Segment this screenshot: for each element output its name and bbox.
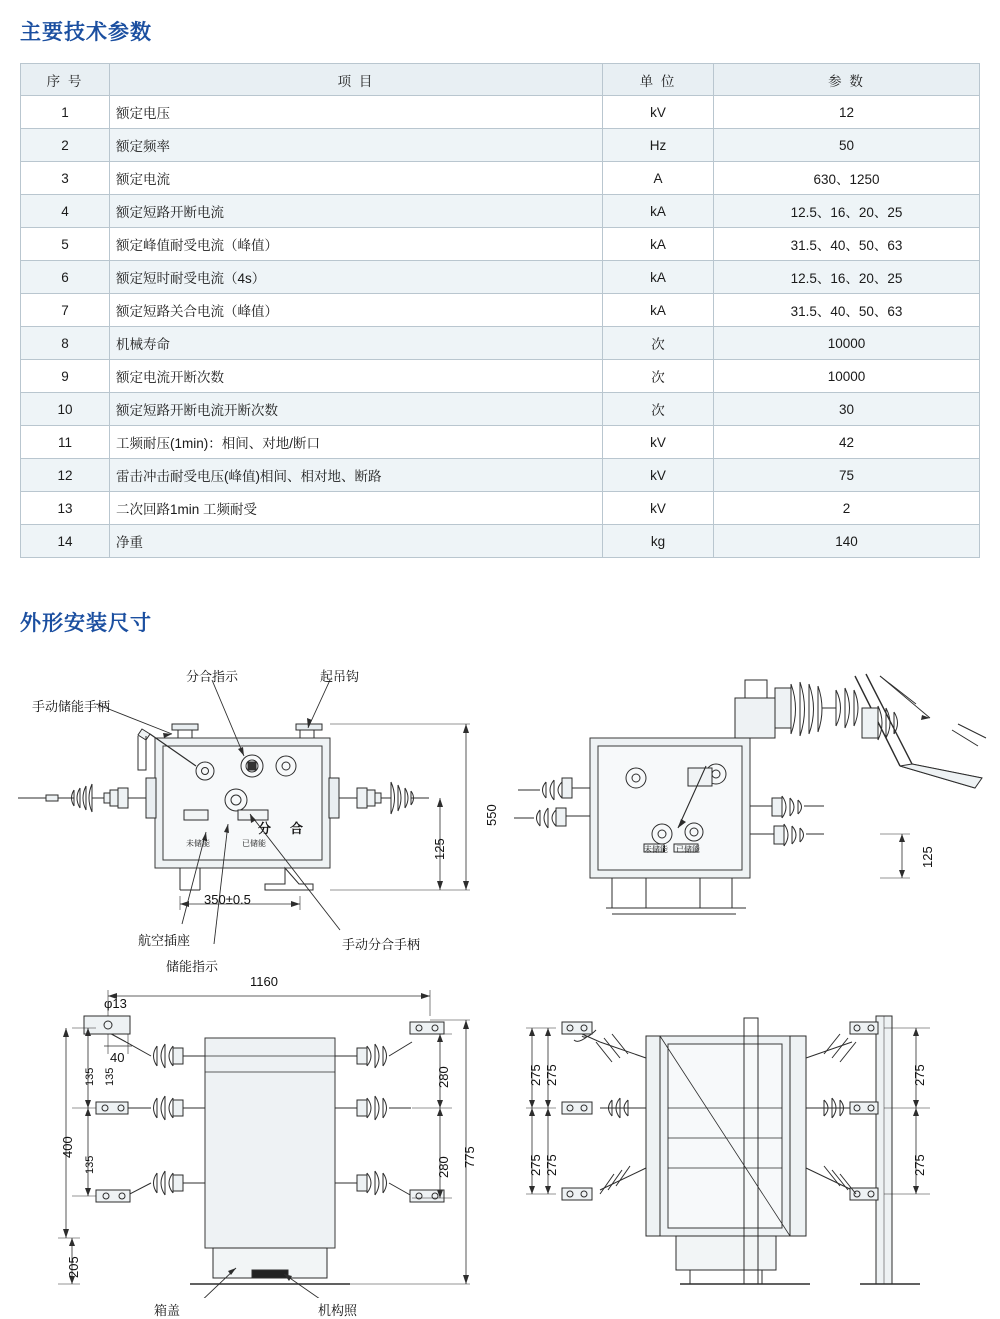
table-row [21, 261, 980, 294]
dim-top-40: 40 [110, 1050, 125, 1065]
column-header-no: 序 号 [21, 64, 110, 96]
cell-item: 额定电流 [110, 162, 603, 195]
dim-front-550: 550 [484, 804, 499, 826]
cell-value: 10000 [714, 327, 980, 360]
dim-hole-diameter: φ13 [104, 996, 127, 1011]
column-header-unit: 单 位 [603, 64, 714, 96]
cell-unit: kA [603, 228, 714, 261]
dim-top-400: 400 [60, 1136, 75, 1158]
cell-no: 5 [21, 228, 110, 261]
dim-top-135-b: 135 [84, 1155, 96, 1174]
cell-no: 1 [21, 96, 110, 129]
column-header-value: 参 数 [714, 64, 980, 96]
dim-top-1160: 1160 [250, 974, 278, 989]
cell-no: 13 [21, 492, 110, 525]
callout-lifting-hook: 起吊钩 [320, 669, 360, 684]
cell-value: 140 [714, 525, 980, 558]
table-header [21, 64, 980, 96]
dim-top-135-a: 135 [84, 1067, 96, 1086]
table-row [21, 162, 980, 195]
callout-box-cover: 箱盖 [154, 1303, 181, 1318]
dimension-drawings [0, 638, 1000, 1318]
cell-value: 30 [714, 393, 980, 426]
dim-rear-275-right-a: 275 [912, 1064, 927, 1086]
callout-open-close-indicator: 分合指示 [186, 669, 239, 684]
cell-value: 31.5、40、50、63 [714, 294, 980, 327]
dim-rear-275-b: 275 [544, 1154, 559, 1176]
table-row [21, 426, 980, 459]
dim-top-280-a: 280 [436, 1066, 451, 1088]
cell-no: 3 [21, 162, 110, 195]
cell-unit: 次 [603, 393, 714, 426]
cell-unit: kA [603, 261, 714, 294]
cell-unit: kA [603, 195, 714, 228]
cell-no: 12 [21, 459, 110, 492]
table-row [21, 294, 980, 327]
cell-item: 额定短路开断电流 [110, 195, 603, 228]
cell-no: 4 [21, 195, 110, 228]
table-body [21, 96, 980, 558]
cell-no: 7 [21, 294, 110, 327]
cell-unit: 次 [603, 360, 714, 393]
panel-mark-charged-side: 已储能 [676, 845, 700, 854]
table-row [21, 96, 980, 129]
callout-manual-operation-lever: 手动分合手柄 [342, 937, 421, 952]
table-row [21, 228, 980, 261]
cell-item: 雷击冲击耐受电压(峰值)相间、相对地、断路 [110, 459, 603, 492]
cell-no: 14 [21, 525, 110, 558]
cell-item: 工频耐压(1min)：相间、对地/断口 [110, 426, 603, 459]
panel-mark-charged: 已储能 [242, 839, 266, 848]
panel-mark-not-charged-side: 未储能 [644, 845, 668, 854]
cell-value: 2 [714, 492, 980, 525]
cell-value: 50 [714, 129, 980, 162]
table-row [21, 195, 980, 228]
cell-no: 11 [21, 426, 110, 459]
cell-unit: kV [603, 492, 714, 525]
dim-side-125: 125 [920, 846, 935, 868]
table-row [21, 360, 980, 393]
cell-item: 额定峰值耐受电流（峰值） [110, 228, 603, 261]
dim-rear-275-a: 275 [544, 1064, 559, 1086]
cell-no: 8 [21, 327, 110, 360]
dim-top-775: 775 [462, 1146, 477, 1168]
callout-mechanism-window: 机构照 [318, 1303, 358, 1318]
dim-front-350: 350±0.5 [204, 892, 251, 907]
cell-unit: Hz [603, 129, 714, 162]
table-row [21, 459, 980, 492]
cell-unit: kV [603, 459, 714, 492]
specification-table [20, 63, 980, 558]
cell-unit: kV [603, 96, 714, 129]
table-row [21, 492, 980, 525]
dim-top-205: 205 [66, 1256, 81, 1278]
table-header-row [21, 64, 980, 96]
cell-no: 2 [21, 129, 110, 162]
cell-value: 12 [714, 96, 980, 129]
cell-value: 12.5、16、20、25 [714, 195, 980, 228]
cell-no: 9 [21, 360, 110, 393]
panel-mark-open: 分 [258, 821, 272, 836]
cell-unit: A [603, 162, 714, 195]
dim-rear-275-d: 275 [528, 1154, 543, 1176]
cell-item: 额定频率 [110, 129, 603, 162]
cell-value: 75 [714, 459, 980, 492]
panel-mark-close: 合 [290, 821, 304, 836]
cell-value: 31.5、40、50、63 [714, 228, 980, 261]
table-row [21, 525, 980, 558]
cell-value: 12.5、16、20、25 [714, 261, 980, 294]
cell-value: 10000 [714, 360, 980, 393]
table-row [21, 327, 980, 360]
callout-energy-storage-indicator: 储能指示 [166, 959, 219, 974]
callout-manual-charging-handle: 手动储能手柄 [32, 699, 111, 714]
cell-item: 净重 [110, 525, 603, 558]
column-header-item: 项 目 [110, 64, 603, 96]
cell-item: 额定短路关合电流（峰值） [110, 294, 603, 327]
cell-item: 额定短时耐受电流（4s） [110, 261, 603, 294]
page-title-dimensions: 外形安装尺寸 [20, 612, 152, 635]
cell-unit: kA [603, 294, 714, 327]
table-row [21, 393, 980, 426]
callout-aviation-socket: 航空插座 [138, 933, 191, 948]
dim-rear-275-c: 275 [528, 1064, 543, 1086]
dim-top-280-b: 280 [436, 1156, 451, 1178]
drawing-svg [0, 638, 1000, 1298]
cell-value: 630、1250 [714, 162, 980, 195]
panel-mark-not-charged: 未储能 [186, 839, 210, 848]
cell-unit: 次 [603, 327, 714, 360]
dim-front-125: 125 [432, 838, 447, 860]
dim-top-135-c: 135 [104, 1067, 116, 1086]
cell-item: 额定短路开断电流开断次数 [110, 393, 603, 426]
cell-unit: kV [603, 426, 714, 459]
cell-value: 42 [714, 426, 980, 459]
cell-no: 6 [21, 261, 110, 294]
table-row [21, 129, 980, 162]
page-title-parameters: 主要技术参数 [20, 21, 152, 44]
cell-item: 额定电压 [110, 96, 603, 129]
cell-unit: kg [603, 525, 714, 558]
cell-no: 10 [21, 393, 110, 426]
dim-rear-275-right-b: 275 [912, 1154, 927, 1176]
cell-item: 二次回路1min 工频耐受 [110, 492, 603, 525]
cell-item: 机械寿命 [110, 327, 603, 360]
cell-item: 额定电流开断次数 [110, 360, 603, 393]
